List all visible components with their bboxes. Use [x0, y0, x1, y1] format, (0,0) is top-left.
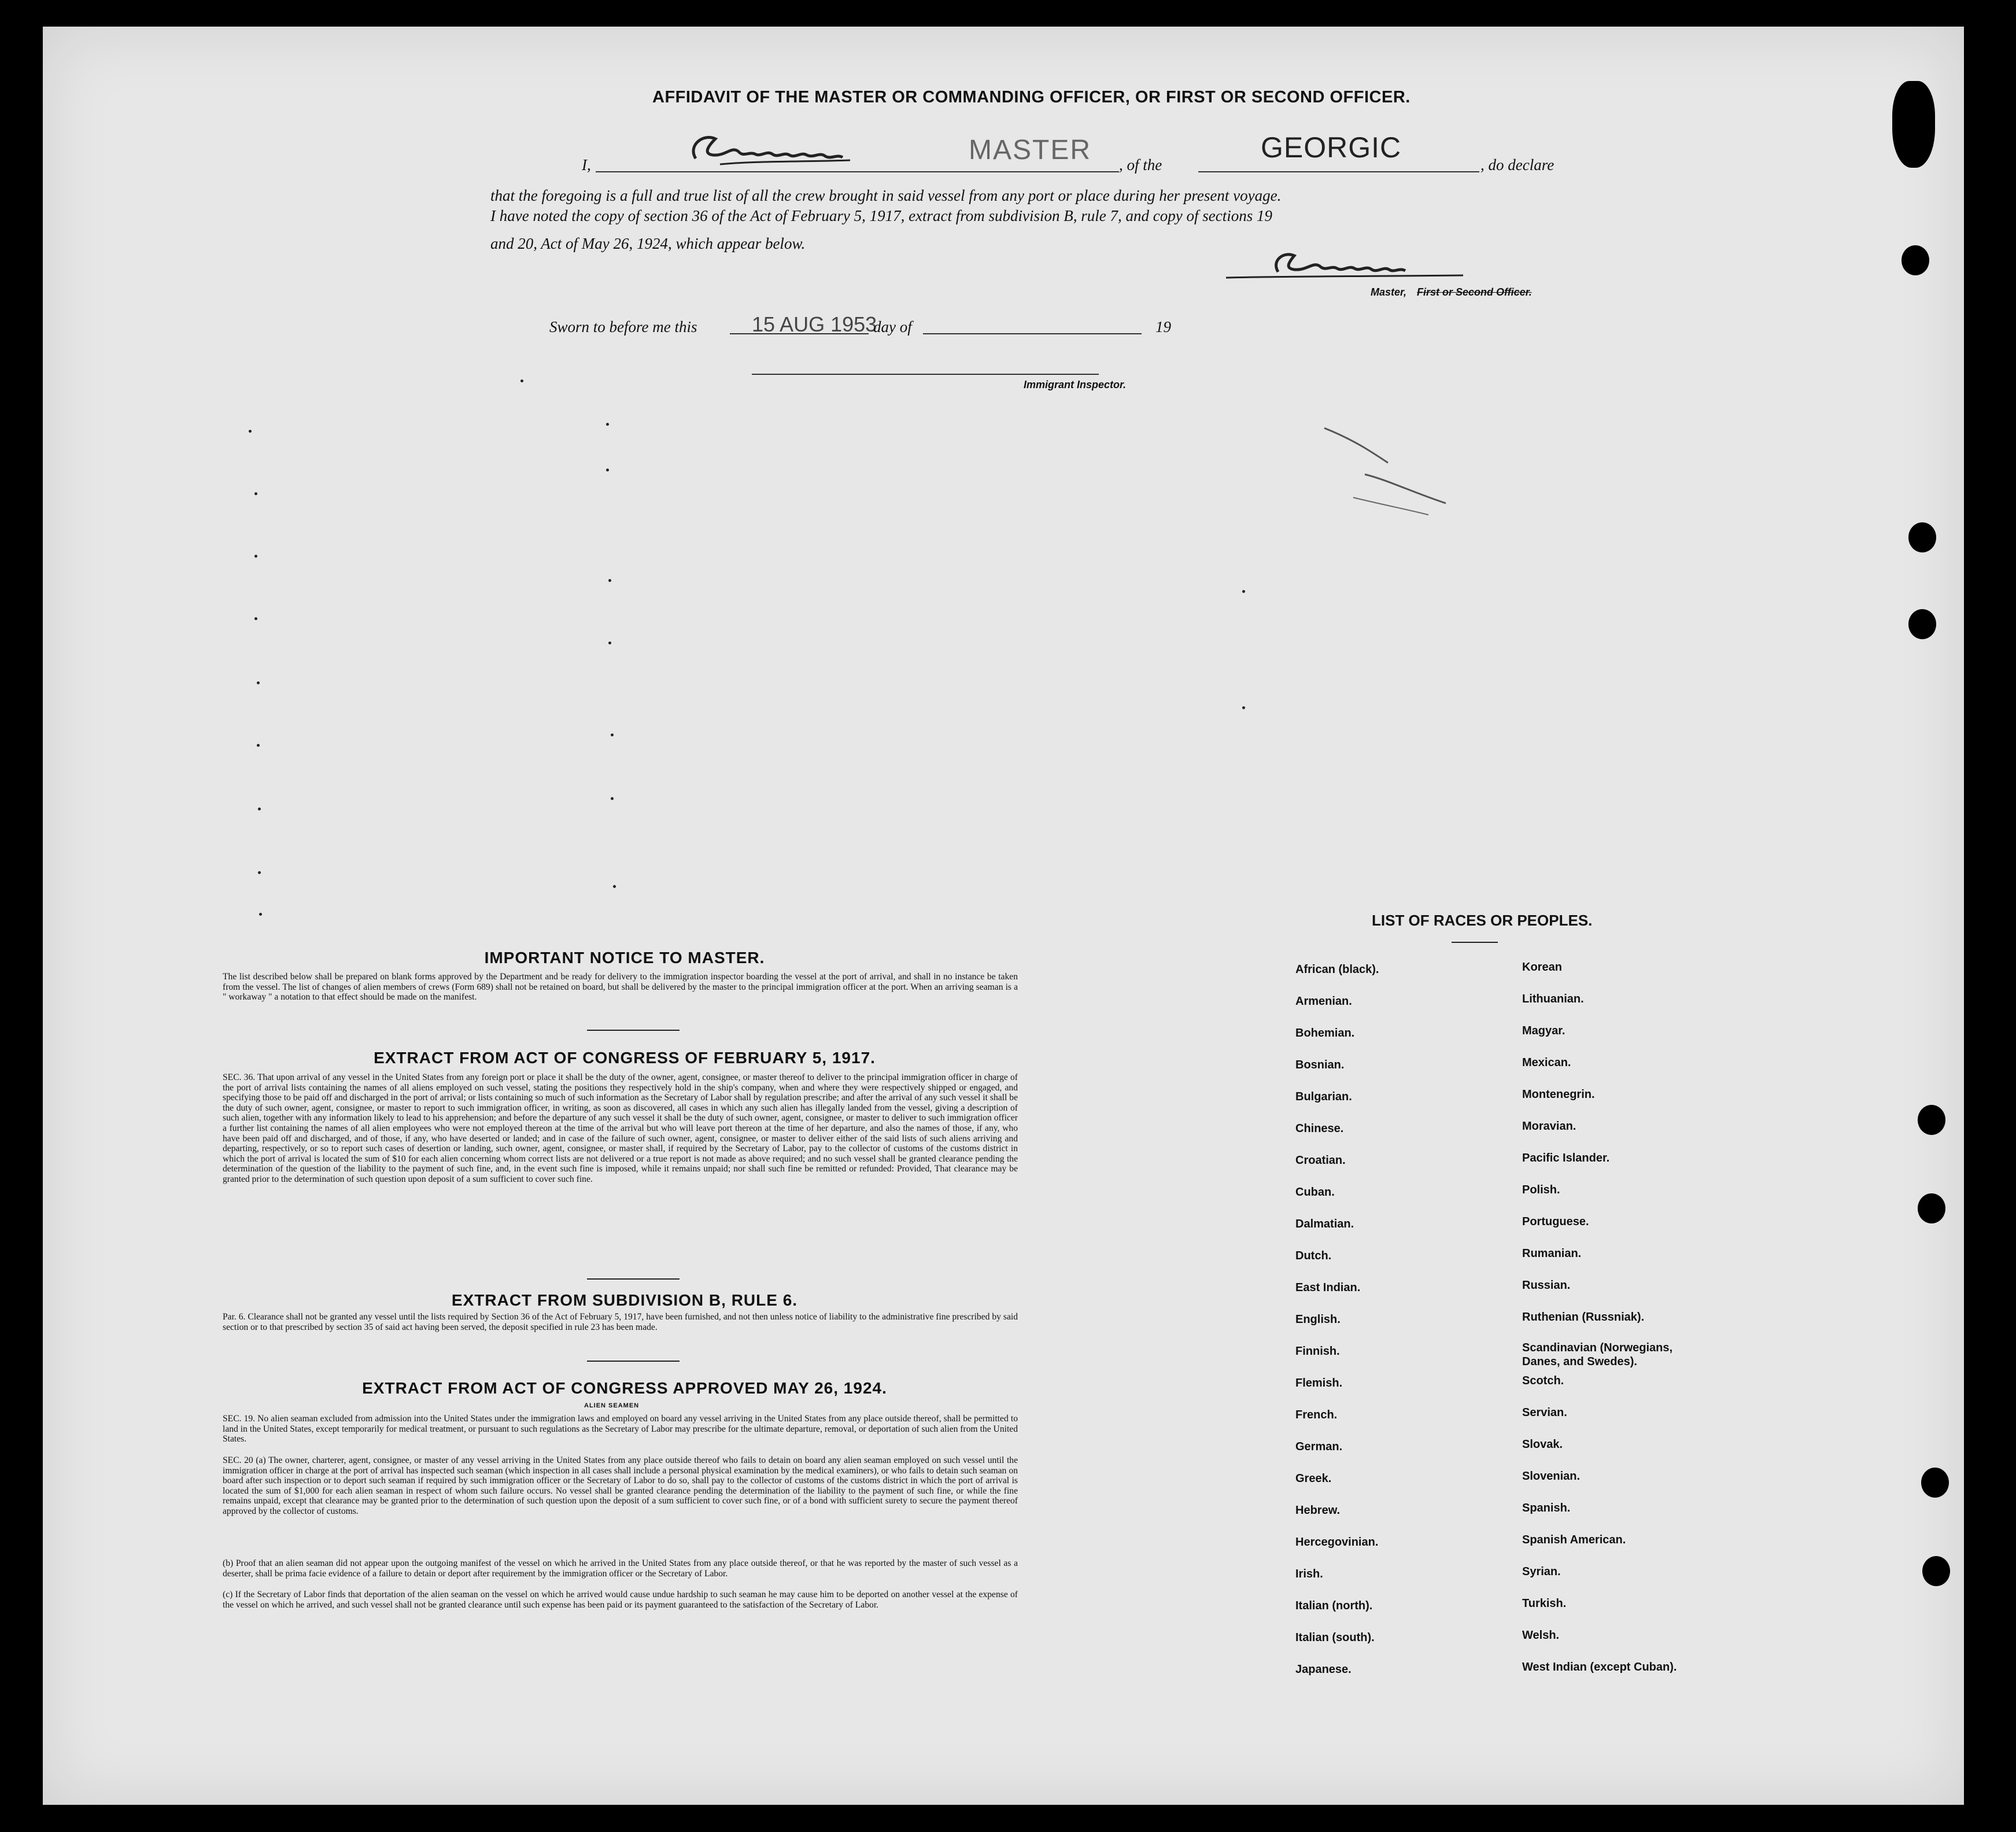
race-right: Russian. [1522, 1279, 1571, 1292]
race-left: Armenian. [1295, 995, 1352, 1008]
master-signature [685, 128, 859, 175]
page-dot [611, 733, 614, 736]
page-dot [611, 797, 614, 800]
extract-1924-sec19: SEC. 19. No alien seaman excluded from admission into the United States under the immigration laws and employed on board any vessel arriving in the United States from any place outside thereof, shall be permitted to land in the United States, except temporarily for medical treatment, or pursuant to such regulations as the Secretary of Labor may prescribe for the ultimate departure, removal, or deportation of such alien from the United States. [223, 1414, 1018, 1444]
notice-title: IMPORTANT NOTICE TO MASTER. [484, 949, 765, 967]
race-right: Montenegrin. [1522, 1088, 1595, 1101]
page-dot [257, 744, 260, 747]
page-dot [608, 579, 611, 582]
race-left: Bohemian. [1295, 1027, 1355, 1040]
race-right: Moravian. [1522, 1120, 1576, 1133]
rank-stamp: MASTER [969, 135, 1092, 165]
race-left: Flemish. [1295, 1377, 1343, 1389]
race-left: Dalmatian. [1295, 1218, 1354, 1230]
race-right: Spanish. [1522, 1502, 1571, 1514]
section-rule [587, 1278, 680, 1280]
page-dot [520, 379, 523, 382]
races-rule [1452, 942, 1498, 943]
of-the-label: , of the [1119, 156, 1162, 174]
race-right: Turkish. [1522, 1597, 1567, 1610]
page-dot [258, 808, 261, 810]
race-right: Syrian. [1522, 1565, 1561, 1578]
page-dot [613, 885, 616, 888]
races-title: LIST OF RACES OR PEOPLES. [1372, 912, 1593, 929]
extract-1917-title: EXTRACT FROM ACT OF CONGRESS OF FEBRUARY 5, 1917. [374, 1049, 876, 1067]
race-left: Dutch. [1295, 1249, 1332, 1262]
page-dot [606, 469, 609, 471]
binder-hole [1918, 1193, 1945, 1223]
race-left: Greek. [1295, 1472, 1332, 1485]
race-right: Polish. [1522, 1184, 1560, 1196]
extract-1924-subtitle: ALIEN SEAMEN [584, 1402, 640, 1409]
binder-hole [1922, 1556, 1950, 1586]
section-rule [587, 1030, 680, 1031]
vessel-stamp: GEORGIC [1261, 131, 1402, 164]
race-right: Rumanian. [1522, 1247, 1582, 1260]
extract-1924-title: EXTRACT FROM ACT OF CONGRESS APPROVED MAY 26, 1924. [362, 1379, 887, 1397]
race-right: Lithuanian. [1522, 993, 1584, 1005]
page-dot [257, 681, 260, 684]
race-left: English. [1295, 1313, 1341, 1326]
race-right: Pacific Islander. [1522, 1152, 1610, 1164]
binder-hole [1908, 522, 1936, 552]
race-left: Bulgarian. [1295, 1090, 1352, 1103]
race-right: Spanish American. [1522, 1534, 1626, 1546]
race-left: Irish. [1295, 1568, 1323, 1580]
pencil-marks [1319, 416, 1457, 521]
race-right: Slovak. [1522, 1438, 1563, 1451]
affidavit-title: AFFIDAVIT OF THE MASTER OR COMMANDING OFFICER, OR FIRST OR SECOND OFFICER. [652, 88, 1411, 106]
binder-hole [1908, 609, 1936, 639]
affidavit-pronoun: I, [582, 156, 591, 174]
page-dot [1242, 706, 1245, 709]
sworn-month-line [923, 333, 1142, 334]
race-right: Scotch. [1522, 1374, 1564, 1387]
page-dot [608, 642, 611, 644]
race-left: Bosnian. [1295, 1059, 1345, 1071]
binder-hole [1901, 245, 1929, 275]
race-left: Italian (north). [1295, 1599, 1373, 1612]
page-dot [254, 617, 257, 620]
day-of-label: day of [873, 318, 912, 336]
year-prefix: 19 [1155, 318, 1171, 336]
race-right: Slovenian. [1522, 1470, 1581, 1483]
page-dot [259, 913, 262, 916]
page-dot [254, 492, 257, 495]
race-right: Servian. [1522, 1406, 1567, 1419]
document-sheet [43, 27, 1964, 1805]
race-right: Mexican. [1522, 1056, 1571, 1069]
signature-caption-struck: First or Second Officer. [1417, 286, 1532, 298]
extract-1924-sec20c: (c) If the Secretary of Labor finds that deportation of the alien seaman on the vessel on which he arrived would cause undue hardship to such seaman he may cause him to be deported on another vessel at the expense of the vessel on which he arrived, and such vessel shall not be granted clearance until such expense has been paid or its payment guaranteed to the satisfaction of the Secretary of Labor. [223, 1590, 1018, 1610]
race-right: Ruthenian (Russniak). [1522, 1311, 1645, 1324]
race-right: Magyar. [1522, 1024, 1565, 1037]
officer-signature [1220, 248, 1463, 288]
do-declare-label: , do declare [1480, 156, 1555, 174]
race-left: Cuban. [1295, 1186, 1335, 1199]
race-left: Japanese. [1295, 1663, 1352, 1676]
page-dot [254, 555, 257, 558]
race-left: Hercegovinian. [1295, 1536, 1379, 1549]
notice-text: The list described below shall be prepared on blank forms approved by the Department and be ready for delivery to the immigration inspector boarding the vessel at the port of arrival, and shall in no instance be taken from the vessel. The list of changes of alien members of crews (Form 689) shall not be retained on board, but shall be delivered by the master to the principal immigration officer at the port. When an arriving seaman is a " workaway " a notation to that effect should be made on the manifest. [223, 972, 1018, 1002]
sworn-date-stamp: 15 AUG 1953 [752, 312, 877, 336]
race-left: Chinese. [1295, 1122, 1344, 1135]
race-left: Italian (south). [1295, 1631, 1375, 1644]
inspector-caption: Immigrant Inspector. [1024, 379, 1127, 390]
ink-blot [1892, 81, 1935, 168]
extract-1917-text: SEC. 36. That upon arrival of any vessel in the United States from any foreign port or place it shall be the duty of the owner, agent, consignee, or master thereof to deliver to the principal immigration officer in charge of the port of arrival lists containing the names of all aliens employed on such vessel, stating the positions they respectively hold in the ship's company, when and where they were respectively shipped or engaged, and specifying those to be paid off and discharged in the port of arrival; or lists containing so much of such information as the Secretary of Labor shall by regulation prescribe; and after the arrival of any such vessel it shall be the duty of such owner, agent, consignee, or master to report to such immigration officer, in writing, as soon as discovered, all cases in which any such alien has illegally landed from the vessel, giving a description of such alien, together with any information likely to lead to his apprehension; and before the departure of any such vessel it shall be the duty of such owner, agent, consignee, or master to deliver to such immigration officer a further list containing the names of all alien employees who were not employed thereon at the time of the arrival but who will leave port thereon at the time of her departure, and also the names of those, if any, who have been paid off and discharged, and of those, if any, who have deserted or landed; and in case of the failure of such owner, agent, consignee, or master to deliver either of the said lists of such aliens arriving and departing, respectively, or so to report such cases of desertion or landing, such owner, agent, consignee, or master shall, if required by the Secretary of Labor, pay to the collector of customs of the customs district in which the port of arrival is located the sum of $10 for each alien concerning whom correct lists are not delivered or a true report is not made as above required; and no such vessel shall be granted clearance pending the determination of the question of the liability to the payment of such fine, and, in the event such fine is imposed, while it remains unpaid; nor shall such fine be remitted or refunded: Provided, That clearance may be granted prior to the determination of such question upon deposit of a sum sufficient to cover such fine. [223, 1072, 1018, 1184]
section-rule [587, 1361, 680, 1362]
vessel-line [1198, 171, 1479, 172]
extract-1924-sec20b: (b) Proof that an alien seaman did not appear upon the outgoing manifest of the vessel on which he arrived in the United States from any place outside thereof, or that he was reported by the master of such vessel as a deserter, shall be prima facie evidence of a failure to detain or deport after requirement by the immigration officer or the Secretary of Labor. [223, 1558, 1018, 1579]
race-left: Finnish. [1295, 1345, 1340, 1358]
race-left: German. [1295, 1440, 1343, 1453]
page-dot [249, 430, 252, 433]
race-right: Welsh. [1522, 1629, 1560, 1642]
sworn-prefix: Sworn to before me this [549, 318, 697, 336]
affidavit-body-line1: that the foregoing is a full and true list of all the crew brought in said vessel from any port or place during her present voyage. [490, 187, 1282, 204]
page-dot [258, 871, 261, 874]
page-dot [1242, 590, 1245, 593]
extract-rule6-title: EXTRACT FROM SUBDIVISION B, RULE 6. [451, 1291, 798, 1309]
race-right: West Indian (except Cuban). [1522, 1661, 1677, 1674]
page-dot [606, 423, 609, 426]
inspector-line [752, 374, 1099, 375]
extract-1924-sec20a: SEC. 20 (a) The owner, charterer, agent, consignee, or master of any vessel arriving in the United States from any place outside thereof who fails to detain on board any alien seaman employed on such vessel until the immigration officer in charge at the port of arrival has inspected such seaman (which inspection in all cases shall include a personal physical examination by the medical examiners), or who fails to detain such seaman on board after such inspection or to deport such seaman if required by such immigration officer or the Secretary of Labor to do so, shall pay to the collector of customs of the customs district in which the port of arrival is located the sum of $1,000 for each alien seaman in respect of whom such failure occurs. No vessel shall be granted clearance pending the determination of the liability to the payment of such fine, or while the fine remains unpaid, except that clearance may be granted prior to the determination of such question upon the deposit of a sum sufficient to cover such fine, or of a bond with sufficient surety to secure the payment thereof approved by the collector of customs. [223, 1455, 1018, 1516]
binder-hole [1918, 1105, 1945, 1135]
affidavit-body-line3: and 20, Act of May 26, 1924, which appear below. [490, 235, 806, 252]
race-right: Portuguese. [1522, 1215, 1589, 1228]
race-left: African (black). [1295, 963, 1379, 976]
affidavit-body-line2: I have noted the copy of section 36 of the Act of February 5, 1917, extract from subdivision B, rule 7, and copy of sections 19 [490, 207, 1272, 224]
binder-hole [1921, 1468, 1949, 1498]
race-left: Croatian. [1295, 1154, 1346, 1167]
signature-caption-master: Master, [1371, 286, 1407, 298]
race-left: French. [1295, 1409, 1338, 1421]
race-left: Hebrew. [1295, 1504, 1341, 1517]
race-right: Korean [1522, 961, 1562, 974]
race-left: East Indian. [1295, 1281, 1361, 1294]
race-right: Scandinavian (Norwegians, Danes, and Swedes). [1522, 1341, 1673, 1368]
extract-rule6-text: Par. 6. Clearance shall not be granted any vessel until the lists required by Section 36 of the Act of February 5, 1917, have been furnished, and not then unless notice of liability to the administrative fine prescribed by said section or to that prescribed by section 35 of said act having been served, the deposit specified in rule 23 has been made. [223, 1312, 1018, 1332]
